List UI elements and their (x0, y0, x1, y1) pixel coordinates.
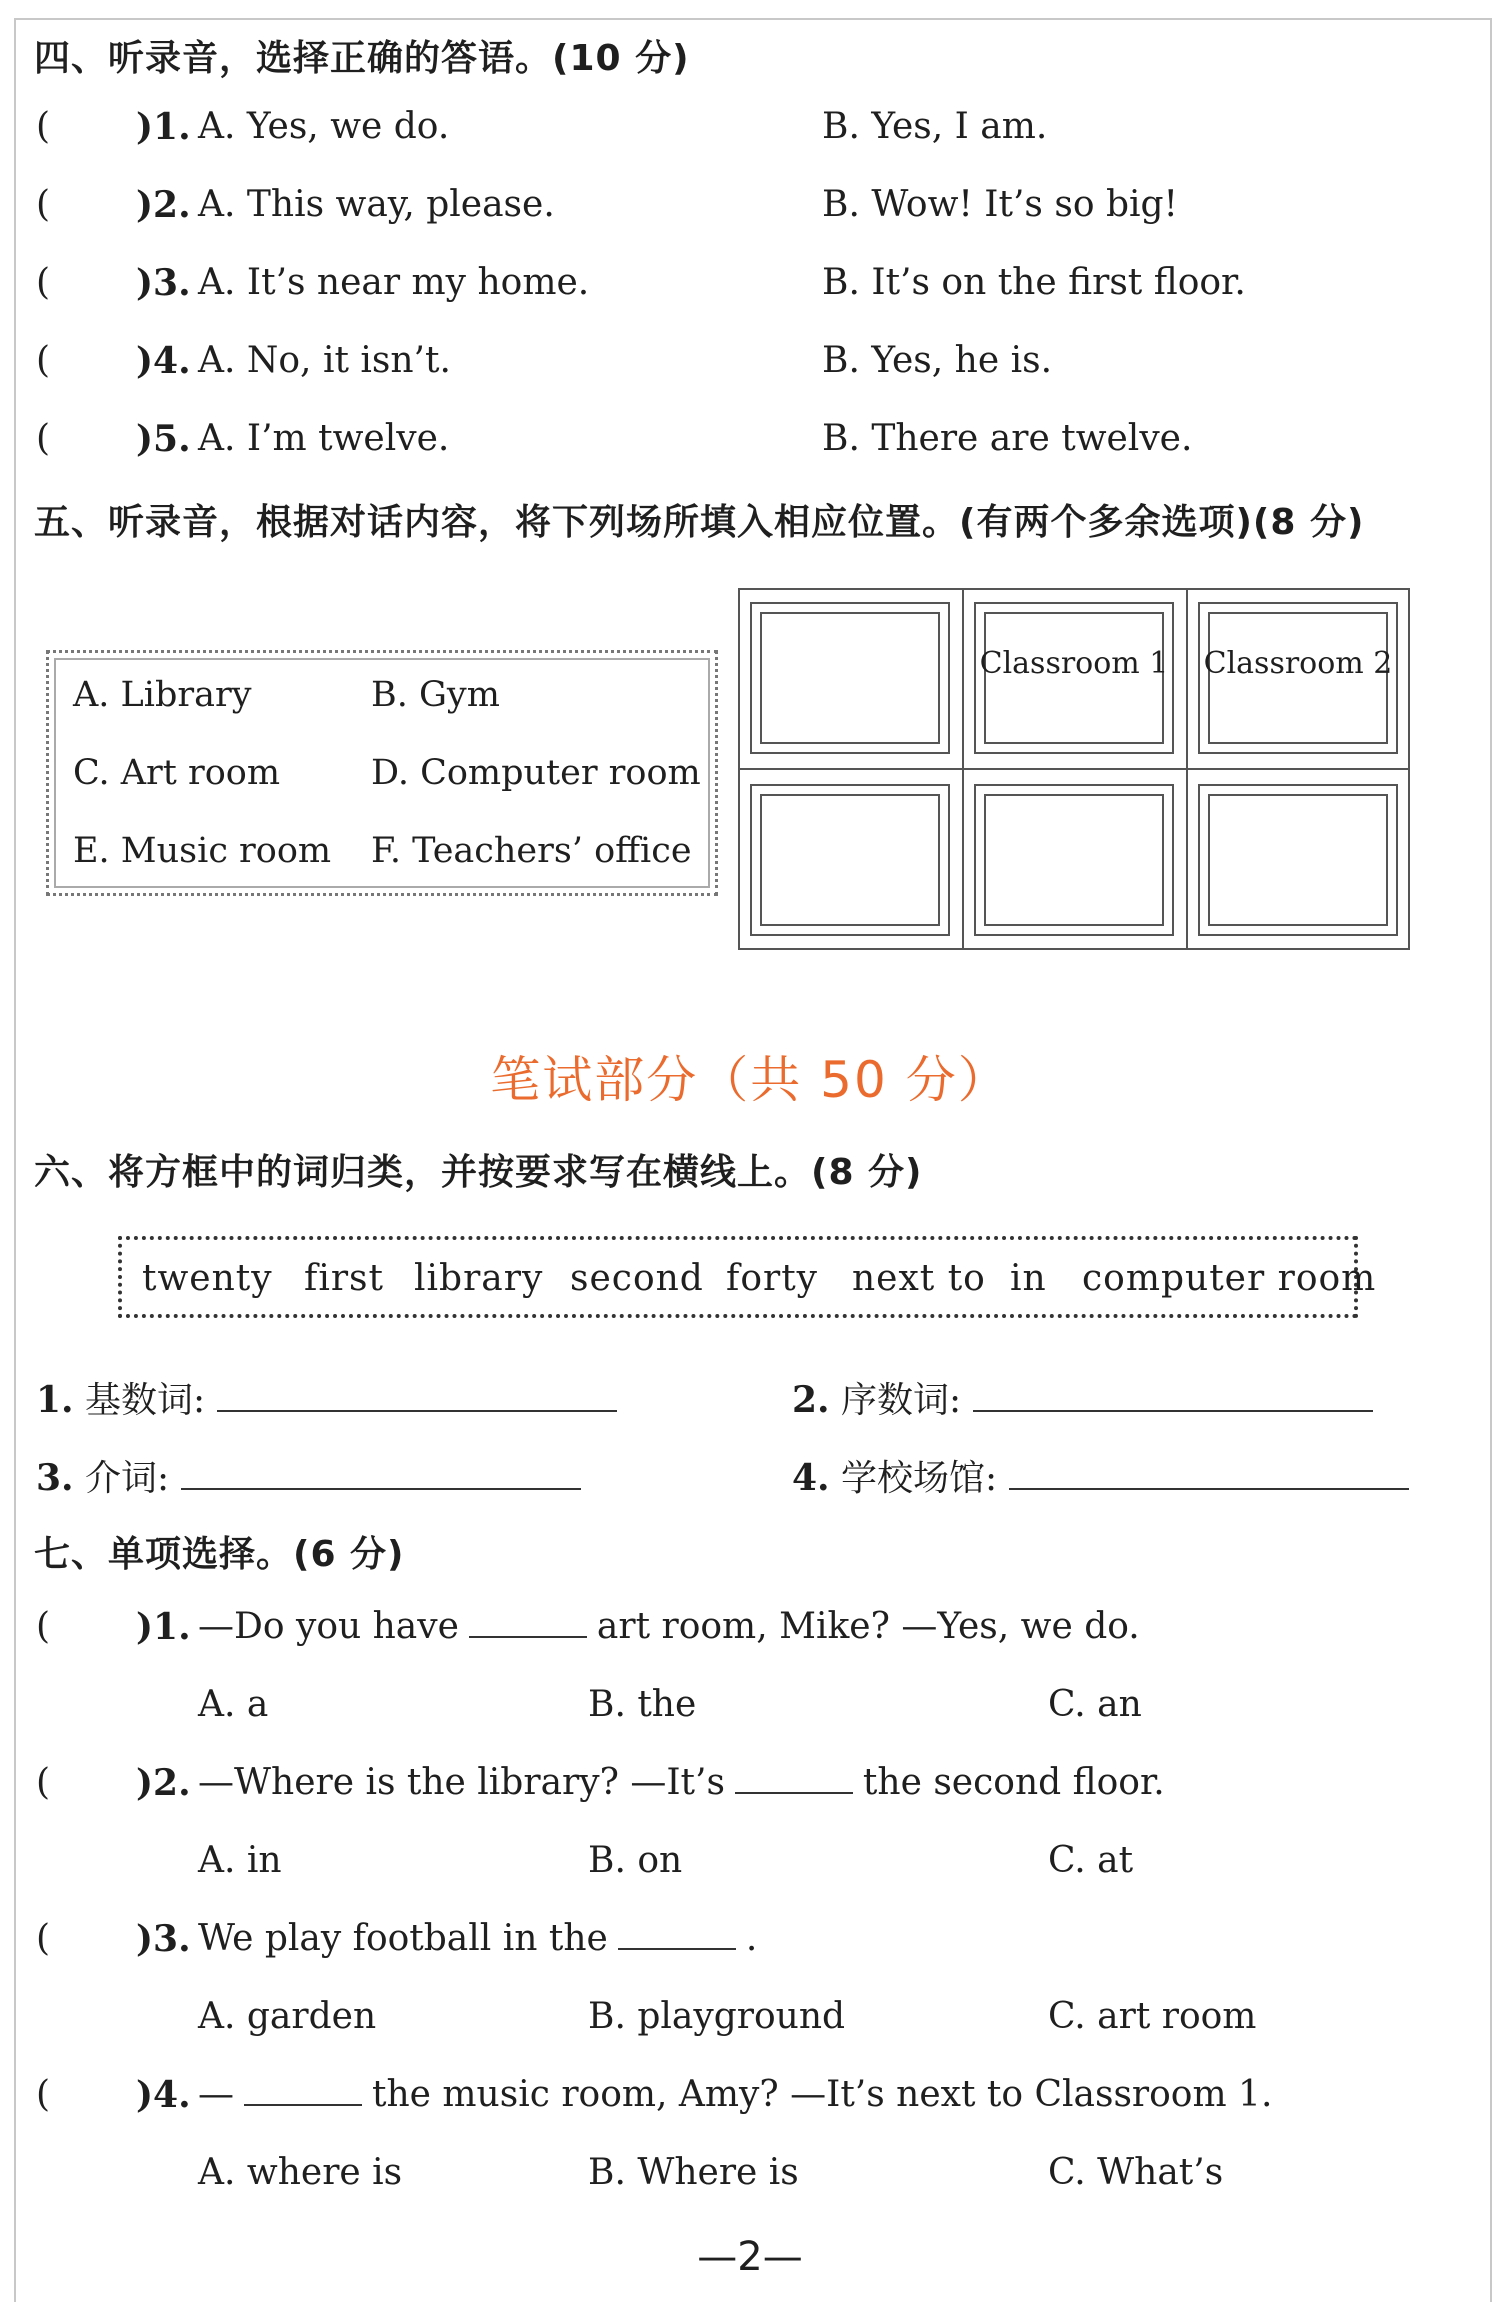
place-option: F. Teachers’ office (371, 831, 692, 871)
question-text-post: art room, Mike? —Yes, we do. (596, 1606, 1140, 1647)
room-cell-2[interactable] (974, 602, 1174, 754)
question-number: )5. (136, 418, 191, 460)
question-text-pre: We play football in the (198, 1918, 608, 1959)
room-cell-3[interactable] (1198, 602, 1398, 754)
fill-row-1 (36, 1372, 617, 1423)
word: computer room (1082, 1258, 1377, 1299)
section-6-heading: 六、将方框中的词归类，并按要求写在横线上。(8 分) (34, 1152, 923, 1193)
answer-line[interactable] (1009, 1458, 1409, 1490)
question-text-pre: —Where is the library? —It’s (198, 1762, 725, 1803)
answer-blank[interactable] (469, 1606, 587, 1638)
fill-row-2 (792, 1372, 1373, 1423)
answer-paren[interactable]: ( (36, 1918, 51, 1959)
place-options-box (46, 650, 718, 896)
answer-paren[interactable]: ( (36, 418, 51, 459)
word: second (570, 1258, 704, 1299)
question-number: )2. (136, 1762, 191, 1804)
question-number: )1. (136, 106, 191, 148)
option-b: B. Yes, I am. (822, 106, 1048, 147)
option-b: B. It’s on the first floor. (822, 262, 1246, 303)
answer-paren[interactable]: ( (36, 340, 51, 381)
answer-blank[interactable] (735, 1762, 853, 1794)
fill-number: 3. (36, 1457, 74, 1499)
answer-line[interactable] (973, 1380, 1373, 1412)
choice-b[interactable]: B. Where is (588, 2152, 799, 2193)
answer-paren[interactable]: ( (36, 1606, 51, 1647)
choice-a[interactable]: A. in (198, 1840, 282, 1881)
page-number: —2— (697, 2234, 803, 2280)
answer-blank[interactable] (618, 1918, 736, 1950)
answer-line[interactable] (217, 1380, 617, 1412)
room-cell-6[interactable] (1198, 784, 1398, 936)
choice-c[interactable]: C. an (1048, 1684, 1142, 1725)
written-part-title: 笔试部分（共 50 分） (490, 1051, 1010, 1109)
question-text-post: the second floor. (862, 1762, 1165, 1803)
fill-label: 基数词: (85, 1380, 206, 1421)
place-option: C. Art room (73, 753, 281, 793)
floor-plan (738, 588, 1410, 950)
question-text-post: the music room, Amy? —It’s next to Classroom 1. (372, 2074, 1273, 2115)
answer-paren[interactable]: ( (36, 184, 51, 225)
fill-number: 2. (792, 1379, 830, 1421)
room-cell-4[interactable] (750, 784, 950, 936)
fill-number: 1. (36, 1379, 74, 1421)
choice-c[interactable]: C. What’s (1048, 2152, 1224, 2193)
word-box (118, 1236, 1377, 1318)
question-text-pre: — (198, 2074, 234, 2115)
answer-line[interactable] (181, 1458, 581, 1490)
answer-blank[interactable] (244, 2074, 362, 2106)
section-7-heading: 七、单项选择。(6 分) (34, 1534, 405, 1575)
question-number: )3. (136, 262, 191, 304)
answer-paren[interactable]: ( (36, 1762, 51, 1803)
option-a: A. Yes, we do. (198, 106, 450, 147)
word: next to (852, 1258, 986, 1299)
place-option: E. Music room (73, 831, 332, 871)
place-option: D. Computer room (371, 753, 701, 793)
option-b: B. Yes, he is. (822, 340, 1053, 381)
fill-number: 4. (792, 1457, 830, 1499)
room-cell-5[interactable] (974, 784, 1174, 936)
fill-label: 序数词: (841, 1380, 962, 1421)
answer-paren[interactable]: ( (36, 2074, 51, 2115)
section-5-heading: 五、听录音，根据对话内容，将下列场所填入相应位置。(有两个多余选项)(8 分) (34, 502, 1365, 543)
choice-c[interactable]: C. at (1048, 1840, 1134, 1881)
choice-a[interactable]: A. garden (198, 1996, 377, 2037)
option-a: A. It’s near my home. (198, 262, 590, 303)
word: twenty (142, 1258, 273, 1299)
word: in (1010, 1258, 1047, 1299)
question-number: )2. (136, 184, 191, 226)
word: first (304, 1258, 384, 1299)
place-option: B. Gym (371, 675, 500, 715)
room-cell-1[interactable] (750, 602, 950, 754)
option-b: B. There are twelve. (822, 418, 1193, 459)
choice-a[interactable]: A. a (198, 1684, 269, 1725)
option-b: B. Wow! It’s so big! (822, 184, 1179, 225)
choice-b[interactable]: B. playground (588, 1996, 846, 2037)
question-number: )4. (136, 2074, 191, 2116)
word: forty (726, 1258, 819, 1299)
choice-a[interactable]: A. where is (198, 2152, 403, 2193)
question-number: )4. (136, 340, 191, 382)
choice-b[interactable]: B. on (588, 1840, 683, 1881)
room-label: Classroom 1 (979, 646, 1169, 681)
option-a: A. No, it isn’t. (198, 340, 451, 381)
question-text-pre: —Do you have (198, 1606, 459, 1647)
question-number: )3. (136, 1918, 191, 1960)
answer-paren[interactable]: ( (36, 262, 51, 303)
fill-row-4 (792, 1450, 1409, 1501)
fill-label: 介词: (85, 1458, 170, 1499)
section-4-heading: 四、听录音，选择正确的答语。(10 分) (34, 38, 690, 79)
answer-paren[interactable]: ( (36, 106, 51, 147)
plan-divider (740, 768, 1408, 770)
question-number: )1. (136, 1606, 191, 1648)
room-label: Classroom 2 (1203, 646, 1393, 681)
fill-row-3 (36, 1450, 581, 1501)
option-a: A. I’m twelve. (198, 418, 450, 459)
choice-b[interactable]: B. the (588, 1684, 697, 1725)
choice-c[interactable]: C. art room (1048, 1996, 1257, 2037)
word: library (414, 1258, 544, 1299)
fill-label: 学校场馆: (841, 1458, 998, 1499)
option-a: A. This way, please. (198, 184, 555, 225)
question-text-post: . (745, 1918, 758, 1959)
place-option: A. Library (73, 675, 252, 715)
